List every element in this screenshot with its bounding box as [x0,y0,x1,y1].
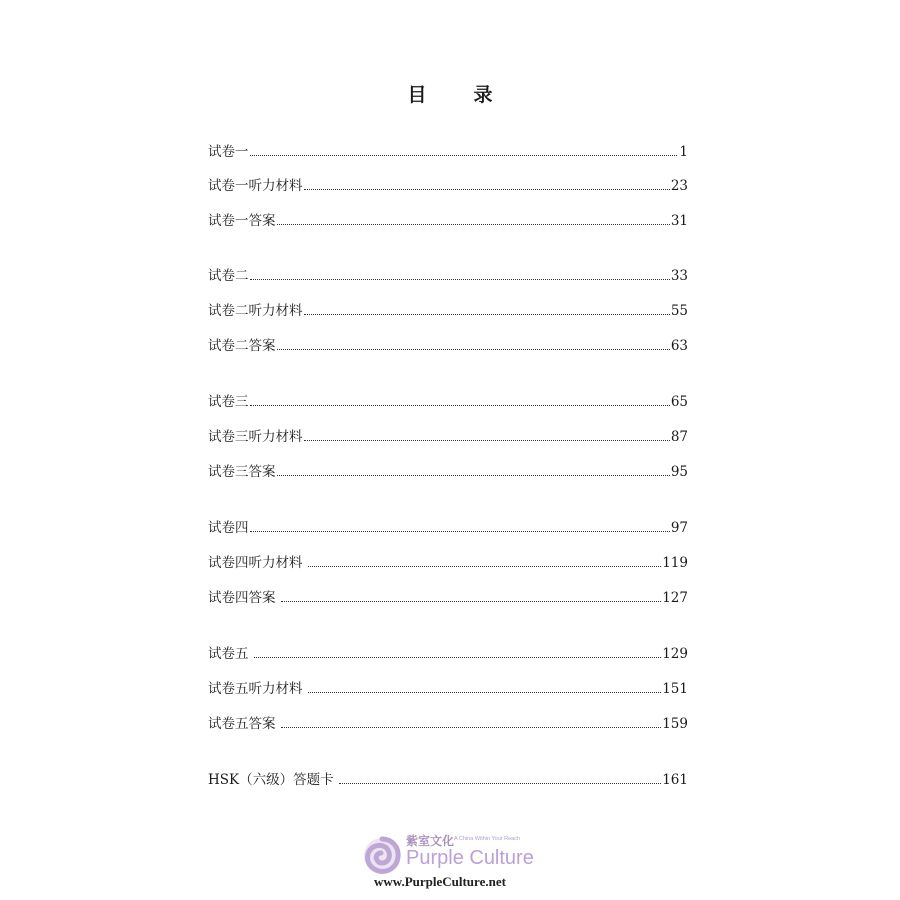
toc-entry-page-number: 119 [662,555,688,571]
toc-entry-label: 试卷四听力材料 [208,555,307,571]
toc-dot-leader [308,565,661,567]
toc-entry [208,514,688,536]
toc-dot-leader [277,223,670,225]
page-title: 目 录 [407,84,507,106]
toc-dot-leader [277,348,670,350]
toc-entry-label: 试卷二答案 [208,338,276,354]
toc-entry-page-number: 63 [670,338,688,354]
toc-entry-label: 试卷四 [208,520,249,536]
toc-entry-label: 试卷三听力材料 [208,429,303,445]
toc-entry-page-number: 1 [679,144,688,160]
toc-entry [208,584,688,606]
toc-dot-leader [250,278,670,280]
toc-entry-page-number: 129 [662,646,688,662]
toc-entry-page-number: 31 [670,213,688,229]
toc-entry [208,138,688,160]
toc-dot-leader [304,439,670,441]
toc-entry-label: 试卷二听力材料 [208,303,303,319]
toc-entry-page-number: 151 [662,681,688,697]
toc-entry-label: 试卷五答案 [208,716,280,732]
toc-entry-label: 试卷三答案 [208,464,276,480]
toc-entry-page-number: 65 [670,394,688,410]
toc-dot-leader [304,313,670,315]
toc-entry [208,388,688,410]
toc-entry [208,262,688,284]
toc-entry-label: 试卷三 [208,394,249,410]
toc-entry [208,332,688,354]
toc-entry-label: 试卷二 [208,268,249,284]
toc-dot-leader [250,404,670,406]
toc-entry [208,207,688,229]
brand-chinese-name: 紫室文化 [406,834,455,848]
toc-entry-label: 试卷五 [208,646,253,662]
toc-entry [208,766,688,788]
toc-dot-leader [250,530,670,532]
toc-entry [208,710,688,732]
toc-dot-leader [304,188,670,190]
toc-entry-page-number: 161 [662,772,688,788]
brand-english-name: Purple Culture [406,847,534,869]
toc-entry-page-number: 87 [670,429,688,445]
spiral-logo-icon [362,836,402,876]
brand-url: www.PurpleCulture.net [374,874,506,889]
toc-dot-leader [339,782,661,784]
toc-dot-leader [277,474,670,476]
toc-entry-label: 试卷四答案 [208,590,280,606]
toc-entry-label: 试卷一听力材料 [208,178,303,194]
toc-entry-page-number: 159 [662,716,688,732]
toc-dot-leader [281,726,661,728]
toc-entry-page-number: 55 [670,303,688,319]
watermark-logo [362,830,562,892]
toc-entry [208,172,688,194]
toc-entry-page-number: 33 [670,268,688,284]
toc-entry-page-number: 127 [662,590,688,606]
toc-dot-leader [250,154,678,156]
toc-entry-label: 试卷一答案 [208,213,276,229]
toc-entry [208,549,688,571]
toc-entry-label: 试卷五听力材料 [208,681,307,697]
toc-entry [208,640,688,662]
toc-dot-leader [254,656,661,658]
toc-entry-label: HSK（六级）答题卡 [208,772,338,788]
toc-entry-page-number: 95 [670,464,688,480]
toc-entry [208,675,688,697]
toc-dot-leader [308,691,661,693]
toc-entry [208,423,688,445]
toc-entry-page-number: 97 [670,520,688,536]
brand-tagline: A China Within Your Reach [454,836,521,842]
toc-entry [208,458,688,480]
toc-entry [208,297,688,319]
toc-dot-leader [281,600,661,602]
toc-entry-label: 试卷一 [208,144,249,160]
toc-entry-page-number: 23 [670,178,688,194]
